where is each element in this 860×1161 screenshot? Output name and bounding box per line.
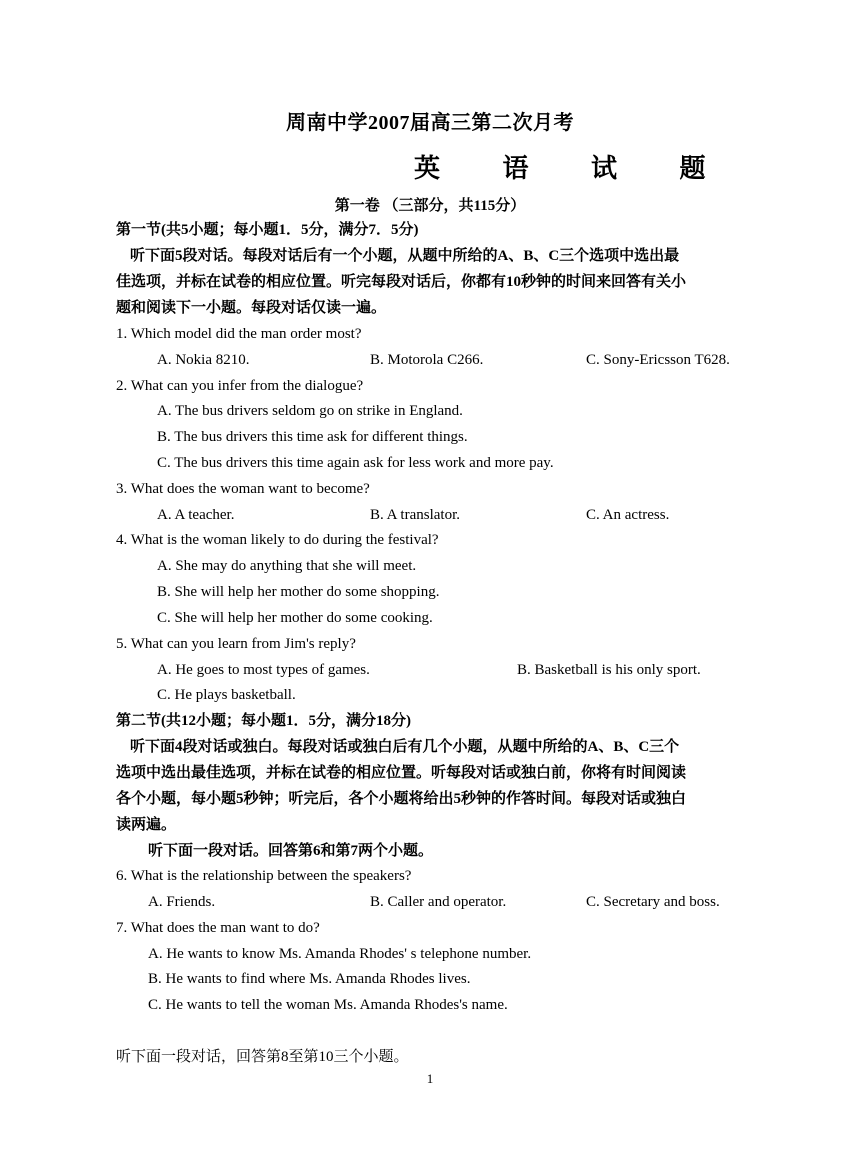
question-4: 4. What is the woman likely to do during the festival? [116,532,439,548]
q4-option-c: C. She will help her mother do some cooking. [157,610,433,626]
q1-option-a: A. Nokia 8210. [157,352,250,368]
question-7: 7. What does the man want to do? [116,920,320,936]
q3-option-c: C. An actress. [586,507,670,523]
q6-option-a: A. Friends. [148,894,216,910]
q2-option-c: C. The bus drivers this time again ask for less work and more pay. [157,455,554,471]
question-2: 2. What can you infer from the dialogue? [116,378,364,394]
section1-instruction-line: 听下面5段对话。每段对话后有一个小题，从题中所给的A、B、C三个选项中选出最 [130,248,680,264]
q3-option-a: A. A teacher. [157,507,235,523]
q1-option-b: B. Motorola C266. [370,352,484,368]
q7-option-c: C. He wants to tell the woman Ms. Amanda Rhodes's name. [148,997,508,1013]
q5-option-a: A. He goes to most types of games. [157,662,370,678]
question-3: 3. What does the woman want to become? [116,481,370,497]
q5-option-b: B. Basketball is his only sport. [517,662,701,678]
section1-instruction-line: 佳选项，并标在试卷的相应位置。听完每段对话后，你都有10秒钟的时间来回答有关小 [116,274,687,290]
q6-option-c: C. Secretary and boss. [586,894,720,910]
exam-title: 周南中学2007届高三第二次月考 [286,112,574,134]
next-dialogue-instruction: 听下面一段对话，回答第8至第10三个小题。 [116,1049,409,1065]
q1-option-c: C. Sony-Ericsson T628. [586,352,730,368]
section1-instruction-line: 题和阅读下一小题。每段对话仅读一遍。 [116,300,387,316]
q2-option-a: A. The bus drivers seldom go on strike in England. [157,403,463,419]
q7-option-a: A. He wants to know Ms. Amanda Rhodes' s telephone number. [148,946,532,962]
section2-instruction-line: 各个小题，每小题5秒钟；听完后，各个小题将给出5秒钟的作答时间。每段对话或独白 [116,791,687,807]
question-1: 1. Which model did the man order most? [116,326,362,342]
section2-instruction-line: 读两遍。 [116,817,177,833]
section2-instruction-line: 选项中选出最佳选项，并标在试卷的相应位置。听每段对话或独白前，你将有时间阅读 [116,765,687,781]
q2-option-b: B. The bus drivers this time ask for different things. [157,429,468,445]
exam-subject: 英 语 试 题 [414,154,734,183]
q7-option-b: B. He wants to find where Ms. Amanda Rhodes lives. [148,971,471,987]
q4-option-a: A. She may do anything that she will meet. [157,558,417,574]
q4-option-b: B. She will help her mother do some shopping. [157,584,440,600]
question-6: 6. What is the relationship between the speakers? [116,868,412,884]
q6-option-b: B. Caller and operator. [370,894,507,910]
q3-option-b: B. A translator. [370,507,460,523]
page-number: 1 [426,1071,434,1086]
section2-heading: 第二节(共12小题；每小题1．5分，满分18分) [116,713,411,729]
section1-heading: 第一节(共5小题；每小题1．5分，满分7．5分) [116,222,419,238]
section2-instruction-line: 听下面4段对话或独白。每段对话或独白后有几个小题，从题中所给的A、B、C三个 [130,739,680,755]
question-5: 5. What can you learn from Jim's reply? [116,636,356,652]
section2-sub-instruction: 听下面一段对话。回答第6和第7两个小题。 [148,843,434,859]
q5-option-c: C. He plays basketball. [157,687,296,703]
part-heading: 第一卷 （三部分，共115分） [334,198,526,214]
